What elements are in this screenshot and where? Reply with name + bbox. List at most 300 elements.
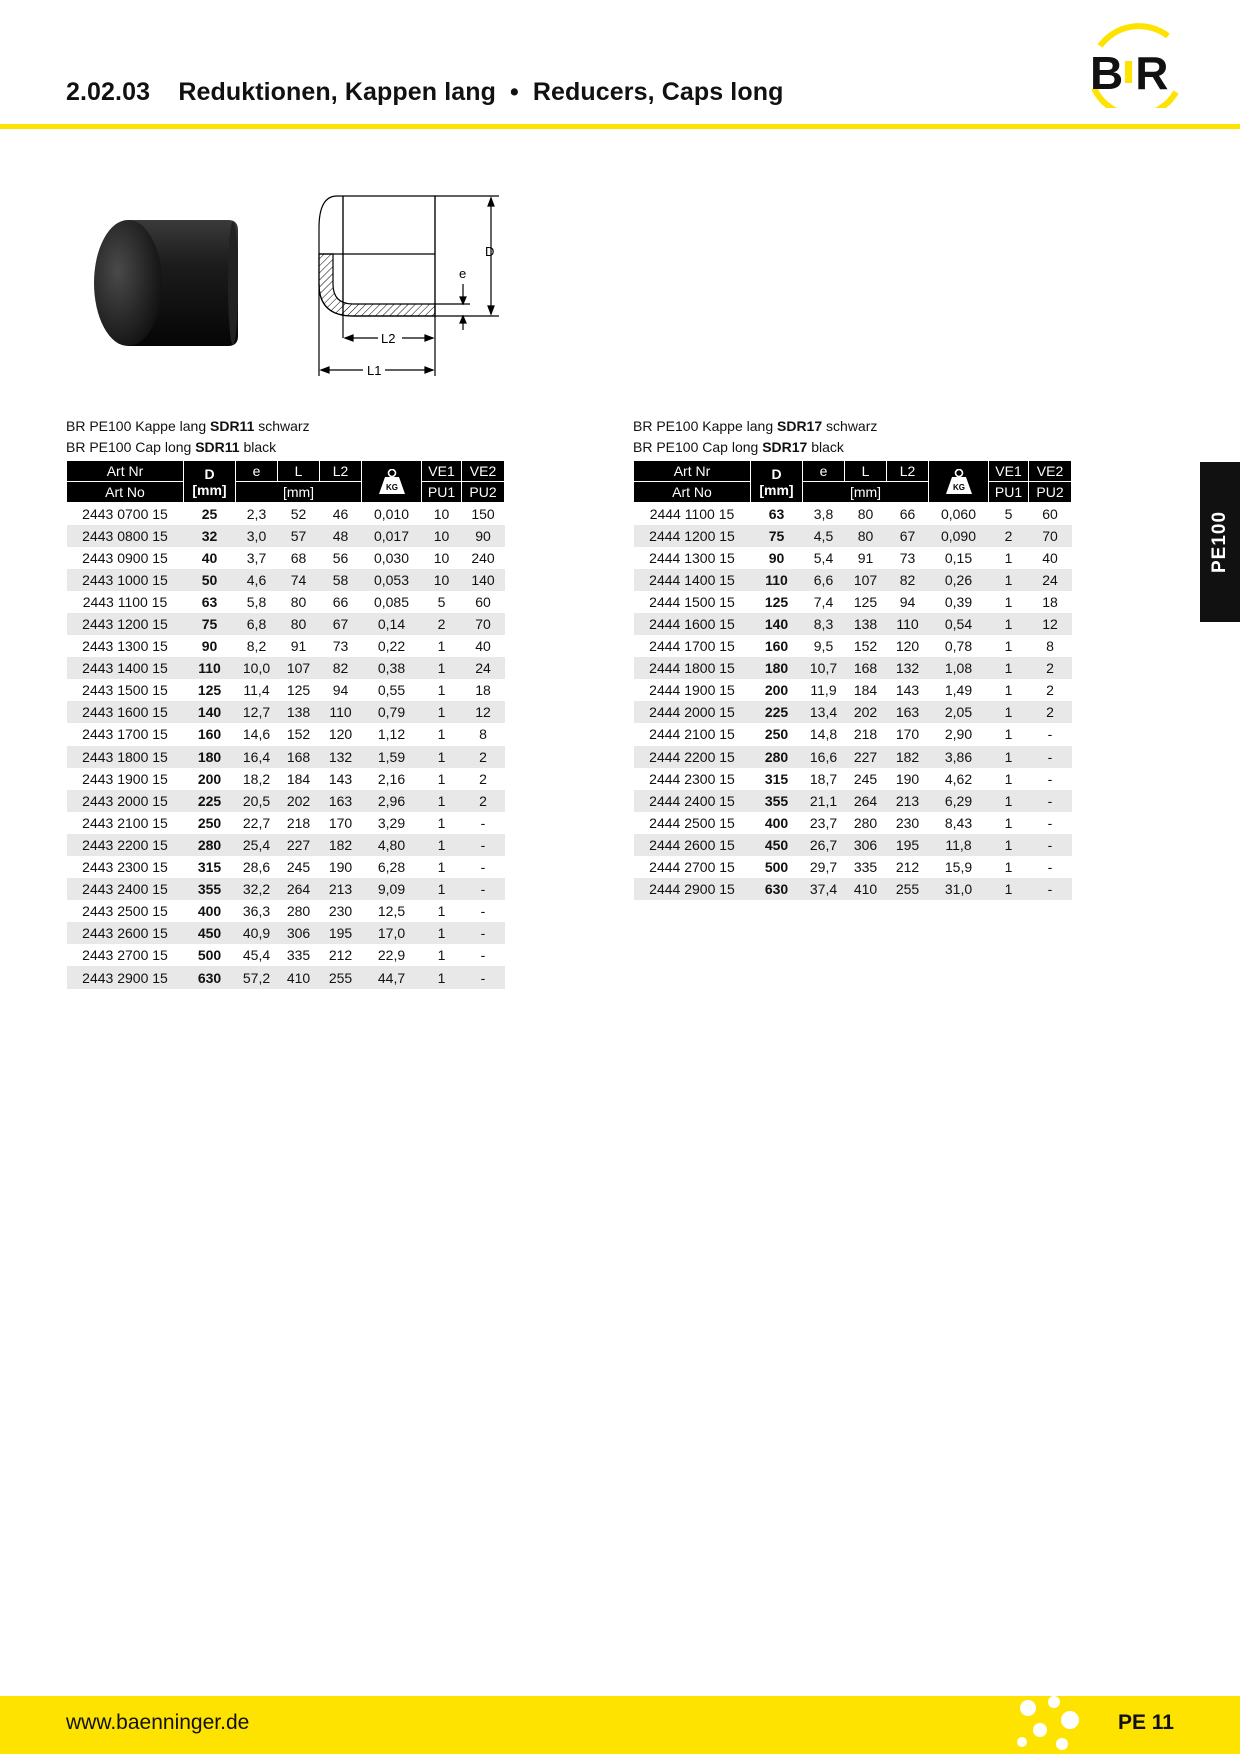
col-d: D [mm] (184, 461, 236, 503)
cell-art-no: 2443 1000 15 (67, 569, 184, 591)
cell-weight: 31,0 (929, 878, 989, 900)
cell-d: 180 (751, 657, 803, 679)
cell-ve2: 2 (1029, 701, 1072, 723)
cell-art-no: 2444 1500 15 (649, 593, 735, 610)
cell-l: 125 (853, 593, 878, 610)
cell-ve1: 1 (422, 966, 462, 988)
cap-section-drawing (305, 188, 505, 386)
cell-weight: 0,14 (362, 613, 422, 635)
cell-weight: 0,39 (944, 593, 973, 610)
cell-l2: 94 (899, 593, 916, 610)
cell-art-no: 2444 1100 15 (649, 505, 735, 522)
cell-l: 335 (286, 947, 311, 964)
side-tab-label: PE100 (1209, 510, 1230, 574)
logo-text (1090, 46, 1167, 100)
cell-e: 20,5 (236, 790, 278, 812)
cell-ve1: 1 (989, 701, 1029, 723)
cell-weight: 1,08 (929, 657, 989, 679)
cell-l2: 120 (895, 638, 920, 655)
cell-ve2: 12 (1029, 613, 1072, 635)
cell-weight: 0,010 (373, 505, 410, 522)
cell-ve2: 60 (475, 593, 491, 610)
cell-weight: 4,62 (944, 770, 973, 787)
cell-e: 18,2 (242, 770, 271, 787)
cell-l2: 94 (332, 682, 349, 699)
cell-ve2: - (1029, 790, 1072, 812)
col-e: e (236, 461, 278, 482)
cell-ve2: - (1047, 770, 1053, 787)
cell-art-no: 2444 2400 15 (634, 790, 751, 812)
cell-ve1: 1 (437, 859, 446, 876)
cell-art-no: 2443 2500 15 (82, 903, 168, 920)
cell-weight: 0,26 (929, 569, 989, 591)
cell-ve1: 1 (989, 790, 1029, 812)
cell-ve2: 8 (1046, 638, 1054, 655)
cell-weight: 0,15 (944, 549, 973, 566)
cell-l: 138 (845, 613, 887, 635)
cell-art-no: 2444 1200 15 (634, 525, 751, 547)
cell-l2: 255 (887, 878, 929, 900)
cell-ve2: 24 (462, 657, 505, 679)
cell-art-no: 2444 1900 15 (649, 682, 735, 699)
cell-art-no: 2443 2200 15 (67, 834, 184, 856)
cell-weight: 0,060 (940, 505, 977, 522)
cell-weight: 0,053 (362, 569, 422, 591)
cell-l2: 195 (887, 834, 929, 856)
page-title (66, 78, 783, 107)
cell-ve1: 1 (422, 834, 462, 856)
cell-d: 160 (764, 638, 789, 655)
cell-d: 450 (751, 834, 803, 856)
cell-weight: 6,29 (929, 790, 989, 812)
cell-ve1: 10 (422, 525, 462, 547)
cell-e: 11,4 (243, 682, 270, 699)
table-row (67, 812, 505, 834)
cell-l2: 48 (320, 525, 362, 547)
cell-weight: 0,090 (929, 525, 989, 547)
cell-ve2: 40 (475, 638, 491, 655)
col-d: D [mm] (751, 461, 803, 503)
cell-l2: 163 (320, 790, 362, 812)
cell-l: 335 (853, 859, 878, 876)
cell-ve2: 40 (1042, 549, 1058, 566)
weight-kg-icon (944, 469, 974, 495)
cell-art-no: 2444 1300 15 (649, 549, 735, 566)
sdr11-caption (66, 416, 310, 458)
table-row (67, 878, 505, 900)
cell-e: 3,0 (236, 525, 278, 547)
cell-l2: 143 (328, 770, 353, 787)
table-row (67, 547, 505, 569)
cell-weight: 2,16 (377, 770, 406, 787)
col-l: L (845, 461, 887, 482)
table-row (634, 613, 1072, 635)
cell-l2: 143 (895, 682, 920, 699)
cell-d: 200 (764, 682, 789, 699)
col-mm: [mm] (803, 482, 929, 503)
cell-ve2: - (480, 947, 486, 964)
cell-art-no: 2444 1600 15 (634, 613, 751, 635)
cell-l: 184 (853, 682, 878, 699)
cell-d: 140 (751, 613, 803, 635)
col-l2: L2 (887, 461, 929, 482)
cell-art-no: 2444 2100 15 (649, 726, 735, 743)
col-l2: L2 (320, 461, 362, 482)
cell-d: 50 (184, 569, 236, 591)
cell-weight: 2,05 (929, 701, 989, 723)
cell-e: 3,7 (246, 549, 267, 566)
cell-l: 80 (278, 613, 320, 635)
cell-l2: 190 (895, 770, 920, 787)
svg-text:KG: KG (952, 482, 965, 492)
cell-art-no: 2443 1600 15 (67, 701, 184, 723)
cell-art-no: 2444 2000 15 (634, 701, 751, 723)
label-e: e (459, 266, 467, 281)
cell-l2: 212 (895, 859, 920, 876)
cell-e: 2,3 (246, 505, 267, 522)
cell-d: 75 (751, 525, 803, 547)
table-row (634, 790, 1072, 812)
cell-l2: 170 (328, 814, 353, 831)
cell-art-no: 2444 2600 15 (634, 834, 751, 856)
cell-l: 410 (845, 878, 887, 900)
cell-ve2: - (480, 859, 486, 876)
cell-ve2: 18 (475, 682, 491, 699)
cell-e: 7,4 (813, 593, 834, 610)
table-row (67, 569, 505, 591)
cell-ve1: 1 (437, 682, 446, 699)
cell-d: 225 (751, 701, 803, 723)
cell-e: 12,7 (236, 701, 278, 723)
col-e: e (803, 461, 845, 482)
cell-art-no: 2444 2300 15 (649, 770, 735, 787)
cell-d: 280 (184, 834, 236, 856)
table-row (67, 834, 505, 856)
cell-l: 152 (853, 638, 878, 655)
cell-l2: 56 (332, 549, 349, 566)
logo-letter-r: R (1135, 47, 1168, 99)
cell-art-no: 2444 1400 15 (634, 569, 751, 591)
table-row (634, 525, 1072, 547)
cell-l2: 170 (895, 726, 920, 743)
cell-l2: 73 (899, 549, 916, 566)
svg-text:KG: KG (385, 482, 398, 492)
cell-l2: 73 (332, 638, 349, 655)
br-logo (1080, 18, 1190, 108)
label-l2: L2 (381, 331, 396, 346)
col-art-nr: Art Nr (67, 461, 184, 482)
cell-l2: 230 (328, 903, 353, 920)
header-rule (0, 124, 1240, 129)
cell-ve2: 18 (1042, 593, 1058, 610)
table-row (67, 922, 505, 944)
cell-l2: 213 (887, 790, 929, 812)
cell-e: 57,2 (236, 966, 278, 988)
cell-l2: 82 (320, 657, 362, 679)
cell-ve2: 70 (1029, 525, 1072, 547)
cell-d: 140 (184, 701, 236, 723)
cell-art-no: 2444 1700 15 (649, 638, 735, 655)
cell-l: 227 (845, 746, 887, 768)
table-row (634, 679, 1072, 701)
cell-l: 184 (286, 770, 311, 787)
table-row (634, 723, 1072, 745)
cell-ve2: 240 (471, 549, 495, 566)
cell-ve1: 1 (989, 569, 1029, 591)
cell-weight: 2,90 (944, 726, 973, 743)
cell-art-no: 2443 1100 15 (82, 593, 168, 610)
cell-e: 26,7 (803, 834, 845, 856)
cell-l2: 67 (320, 613, 362, 635)
cell-ve2: - (480, 814, 486, 831)
cell-ve1: 1 (422, 878, 462, 900)
cell-weight: 0,38 (362, 657, 422, 679)
cell-ve1: 2 (422, 613, 462, 635)
cell-l2: 110 (887, 613, 929, 635)
cell-ve2: 2 (1046, 682, 1054, 699)
sdr17-caption (633, 416, 877, 458)
table-row (67, 966, 505, 988)
cell-ve2: 60 (1042, 505, 1058, 522)
table-row (67, 525, 505, 547)
cell-l2: 66 (899, 505, 916, 522)
cell-e: 8,3 (803, 613, 845, 635)
table-row (634, 746, 1072, 768)
cell-l2: 46 (332, 505, 349, 522)
table-row (634, 701, 1072, 723)
cell-l: 280 (286, 903, 311, 920)
col-art-nr: Art Nr (634, 461, 751, 482)
cell-weight: 0,79 (362, 701, 422, 723)
cell-ve2: - (462, 966, 505, 988)
cell-l2: 190 (328, 859, 353, 876)
cell-ve1: 5 (1004, 505, 1013, 522)
cell-d: 400 (764, 814, 789, 831)
cell-d: 40 (201, 549, 218, 566)
cell-l2: 182 (887, 746, 929, 768)
cell-d: 315 (197, 859, 222, 876)
col-art-no: Art No (634, 482, 751, 503)
cell-l2: 255 (320, 966, 362, 988)
cell-d: 63 (768, 505, 785, 522)
cell-ve1: 1 (437, 814, 446, 831)
sdr11-table (66, 460, 505, 989)
cell-ve1: 1 (989, 746, 1029, 768)
table-row (634, 657, 1072, 679)
cell-ve1: 1 (1004, 682, 1013, 699)
cell-l: 107 (845, 569, 887, 591)
cell-e: 5,4 (813, 549, 834, 566)
cell-art-no: 2443 2100 15 (82, 814, 168, 831)
cell-d: 500 (197, 947, 222, 964)
cell-l: 280 (853, 814, 878, 831)
col-mm: [mm] (236, 482, 362, 503)
cell-art-no: 2443 1900 15 (82, 770, 168, 787)
cell-l: 218 (286, 814, 311, 831)
cell-ve1: 1 (437, 770, 446, 787)
cell-art-no: 2443 2700 15 (82, 947, 168, 964)
cell-e: 14,8 (809, 726, 838, 743)
cell-ve2: - (1047, 726, 1053, 743)
cell-art-no: 2444 2200 15 (634, 746, 751, 768)
table-row (67, 856, 505, 878)
cell-l: 68 (290, 549, 307, 566)
cell-l: 168 (845, 657, 887, 679)
cell-e: 13,4 (803, 701, 845, 723)
table-row (634, 503, 1072, 525)
cell-d: 160 (197, 726, 222, 743)
cell-l2: 163 (887, 701, 929, 723)
cell-ve2: 2 (462, 790, 505, 812)
col-weight (362, 461, 422, 503)
cell-ve1: 10 (433, 549, 450, 566)
cell-weight: 3,29 (377, 814, 406, 831)
weight-kg-icon (377, 469, 407, 495)
table-row (67, 613, 505, 635)
cell-l2: 195 (320, 922, 362, 944)
cell-e: 45,4 (242, 947, 271, 964)
cell-ve1: 1 (989, 878, 1029, 900)
cell-l2: 132 (887, 657, 929, 679)
cell-d: 110 (184, 657, 236, 679)
cell-ve2: - (1047, 859, 1053, 876)
section-number: 2.02.03 (66, 78, 151, 106)
table-row (634, 635, 1072, 657)
cell-ve1: 1 (989, 834, 1029, 856)
cell-d: 630 (184, 966, 236, 988)
cell-d: 90 (201, 638, 218, 655)
cell-art-no: 2443 1200 15 (67, 613, 184, 635)
cell-ve2: 24 (1029, 569, 1072, 591)
logo-letter-b: B (1090, 47, 1123, 99)
cell-e: 3,8 (813, 505, 834, 522)
cell-art-no: 2443 0900 15 (82, 549, 168, 566)
cell-e: 14,6 (242, 726, 271, 743)
cell-l: 80 (290, 593, 307, 610)
table-row (67, 790, 505, 812)
sdr11-caption-en: BR PE100 Cap long SDR11 black (66, 439, 277, 455)
cell-ve1: 1 (422, 701, 462, 723)
cell-weight: 0,017 (362, 525, 422, 547)
cell-l: 218 (853, 726, 878, 743)
col-pu1: PU1 (422, 482, 462, 503)
cell-art-no: 2443 1700 15 (82, 726, 168, 743)
cell-l2: 230 (895, 814, 920, 831)
cell-e: 32,2 (236, 878, 278, 900)
footer-website-link[interactable]: www.baenninger.de (66, 1711, 250, 1734)
title-separator: • (510, 78, 519, 106)
cell-art-no: 2443 2900 15 (67, 966, 184, 988)
col-art-no: Art No (67, 482, 184, 503)
cell-art-no: 2443 1300 15 (82, 638, 168, 655)
footer-dots-decoration-icon (1010, 1690, 1090, 1754)
cell-d: 125 (197, 682, 222, 699)
cell-weight: 0,55 (377, 682, 406, 699)
cell-l2: 212 (328, 947, 353, 964)
cell-l: 91 (857, 549, 874, 566)
cell-l: 138 (278, 701, 320, 723)
cell-e: 10,0 (236, 657, 278, 679)
sdr17-caption-de: BR PE100 Kappe lang SDR17 schwarz (633, 418, 878, 434)
cell-ve1: 1 (1004, 770, 1013, 787)
cell-l: 80 (845, 525, 887, 547)
cell-weight: 0,22 (377, 638, 406, 655)
cell-weight: 0,54 (929, 613, 989, 635)
col-pu2: PU2 (462, 482, 505, 503)
cell-art-no: 2443 0700 15 (82, 505, 168, 522)
cell-art-no: 2443 1400 15 (67, 657, 184, 679)
cell-l: 125 (286, 682, 311, 699)
cell-e: 6,6 (803, 569, 845, 591)
cell-weight: 12,5 (377, 903, 406, 920)
cell-l2: 110 (320, 701, 362, 723)
cell-e: 28,6 (242, 859, 271, 876)
title-german: Reduktionen, Kappen lang (178, 78, 497, 106)
cell-weight: 1,59 (362, 746, 422, 768)
cell-l2: 82 (887, 569, 929, 591)
table-row (67, 768, 505, 790)
cell-d: 630 (751, 878, 803, 900)
cell-d: 450 (184, 922, 236, 944)
cell-d: 280 (751, 746, 803, 768)
cell-l: 57 (278, 525, 320, 547)
cell-weight: 22,9 (377, 947, 406, 964)
cell-d: 355 (751, 790, 803, 812)
table-row (67, 900, 505, 922)
table-row (634, 856, 1072, 878)
cell-l: 264 (278, 878, 320, 900)
cell-e: 29,7 (809, 859, 838, 876)
sdr11-caption-de: BR PE100 Kappe lang SDR11 schwarz (66, 418, 310, 434)
cell-d: 355 (184, 878, 236, 900)
cell-d: 125 (764, 593, 789, 610)
cell-ve1: 1 (437, 638, 446, 655)
col-weight (929, 461, 989, 503)
cell-ve1: 5 (437, 593, 446, 610)
cell-ve1: 1 (437, 947, 446, 964)
cell-art-no: 2444 2500 15 (649, 814, 735, 831)
cell-ve1: 1 (437, 726, 446, 743)
cell-d: 32 (184, 525, 236, 547)
table-row (67, 746, 505, 768)
cell-ve1: 1 (1004, 549, 1013, 566)
cell-l: 152 (286, 726, 311, 743)
cell-weight: 9,09 (362, 878, 422, 900)
cell-ve1: 1 (1004, 638, 1013, 655)
cell-weight: 0,78 (944, 638, 973, 655)
cell-d: 63 (201, 593, 218, 610)
cell-weight: 1,12 (377, 726, 406, 743)
cell-l: 80 (857, 505, 874, 522)
cell-ve1: 2 (989, 525, 1029, 547)
cell-d: 500 (764, 859, 789, 876)
cap-photo (88, 212, 238, 352)
cell-ve1: 1 (1004, 814, 1013, 831)
cell-l2: 120 (328, 726, 353, 743)
cell-ve2: 70 (462, 613, 505, 635)
cell-weight: 6,28 (377, 859, 406, 876)
table-row (634, 834, 1072, 856)
cell-l: 306 (278, 922, 320, 944)
cell-d: 25 (201, 505, 218, 522)
cell-ve1: 1 (1004, 726, 1013, 743)
cell-e: 16,4 (236, 746, 278, 768)
cell-d: 225 (184, 790, 236, 812)
cell-weight: 17,0 (362, 922, 422, 944)
cell-ve1: 1 (422, 790, 462, 812)
cell-l2: 58 (320, 569, 362, 591)
cell-ve2: 90 (462, 525, 505, 547)
